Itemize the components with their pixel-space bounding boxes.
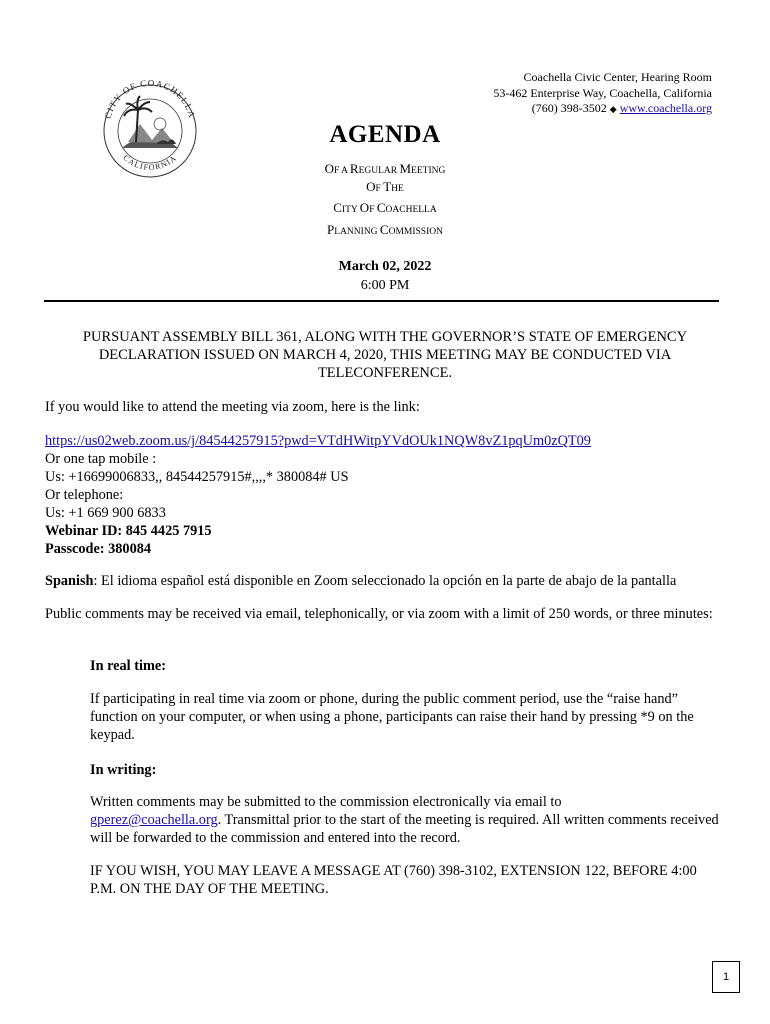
spanish-text: : El idioma español está disponible en Zoom seleccionado la opción en la parte de abajo de la pantalla: [93, 573, 677, 589]
writing-text: Written comments may be submitted to the commission electronically via email to gperez@coachella.org. Transmittal prior to the start of the meeting is required. All written comments received will be forwarded to the commission and entered into the record.: [90, 794, 719, 846]
zoom-details: [45, 432, 725, 558]
subtitle-line-4: PLANNING COMMISSION: [327, 222, 443, 237]
meeting-date: March 02, 2022: [338, 259, 432, 274]
telephone-value: Us: +1 669 900 6833: [45, 505, 166, 521]
page-title: AGENDA: [329, 121, 441, 148]
webinar-id: Webinar ID: 845 4425 7915: [45, 523, 212, 539]
spanish-label: Spanish: [45, 573, 94, 589]
public-comments-intro: Public comments may be received via email, telephonically, or via zoom with a limit of 250 words, or three minutes:: [45, 606, 713, 622]
teleconference-notice: PURSUANT ASSEMBLY BILL 361, ALONG WITH THE GOVERNOR’S STATE OF EMERGENCY DECLARATION ISSUED ON MARCH 4, 2020, THIS MEETING MAY BE CONDUCTED VIA TELECONFERENCE.: [82, 329, 688, 381]
header-divider: [44, 300, 719, 302]
real-time-text: If participating in real time via zoom or phone, during the public comment period, use the “raise hand” function on your computer, or when using a phone, participants can raise their hand by pressing *9 on the keypad.: [90, 691, 694, 743]
tap-mobile-label: Or one tap mobile :: [45, 451, 157, 467]
message-notice: IF YOU WISH, YOU MAY LEAVE A MESSAGE AT (760) 398-3102, EXTENSION 122, BEFORE 4:00 P.M. ON THE DAY OF THE MEETING.: [90, 863, 697, 897]
zoom-meeting-link[interactable]: https://us02web.zoom.us/j/84544257915?pwd=VTdHWitpYVdOUk1NQW8vZ1pqUm0zQT09: [45, 433, 591, 449]
tap-mobile-value: Us: +16699006833,, 84544257915#,,,,* 380084# US: [45, 469, 349, 485]
diamond-separator-icon: ◆: [609, 105, 617, 115]
seal-text-top: CITY OF COACHELLA: [102, 77, 198, 120]
subtitle-line-3: CITY OF COACHELLA: [333, 200, 437, 215]
page-number: 1: [712, 961, 740, 993]
seal-text-bottom: CALIFORNIA: [121, 153, 179, 172]
spanish-note: [45, 572, 725, 590]
website-link[interactable]: www.coachella.org: [619, 101, 712, 115]
subtitle-line-2: OF THE: [366, 179, 404, 194]
address-line-1: Coachella Civic Center, Hearing Room: [523, 70, 712, 84]
subtitle-line-1: OF A REGULAR MEETING: [324, 161, 446, 176]
phone-number: (760) 398-3502: [531, 101, 607, 115]
zoom-intro: If you would like to attend the meeting via zoom, here is the link:: [45, 399, 420, 415]
meeting-time: 6:00 PM: [360, 278, 410, 293]
real-time-heading: In real time:: [90, 658, 166, 674]
telephone-label: Or telephone:: [45, 487, 124, 503]
contact-line: [532, 101, 712, 119]
email-link[interactable]: gperez@coachella.org: [90, 812, 218, 828]
passcode: Passcode: 380084: [45, 541, 152, 557]
writing-heading: In writing:: [90, 762, 157, 778]
address-line-2: 53-462 Enterprise Way, Coachella, California: [493, 85, 712, 100]
